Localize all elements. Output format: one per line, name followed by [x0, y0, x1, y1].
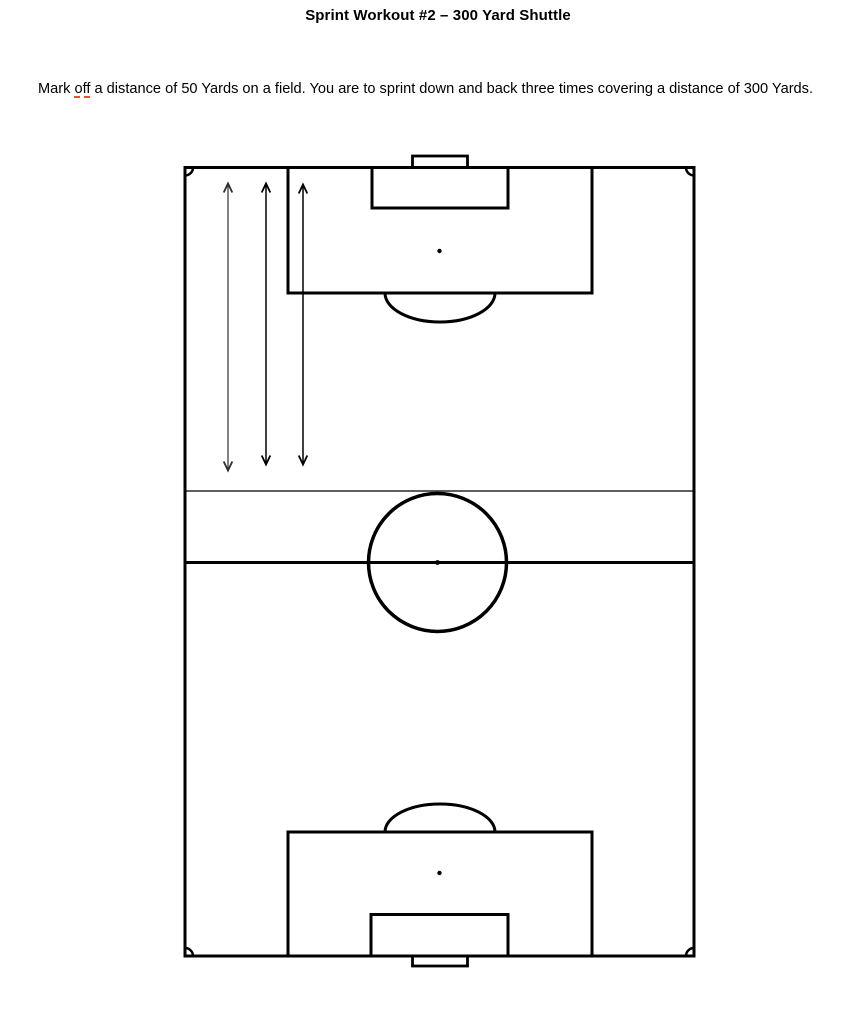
sprint-arrow-1 [224, 184, 233, 471]
penalty-spot-bottom [437, 871, 441, 875]
penalty-area-top [288, 168, 592, 294]
goal-box-top [372, 168, 508, 209]
document-title[interactable]: Sprint Workout #2 – 300 Yard Shuttle [305, 7, 571, 24]
goal-box-bottom [371, 915, 508, 957]
sprint-arrow-2 [262, 184, 271, 465]
instruction-text-before: Mark [38, 81, 75, 97]
goal-top [413, 156, 468, 168]
penalty-arc-bottom [385, 804, 495, 832]
spellcheck-flagged-word: off [74, 81, 91, 97]
penalty-area-bottom [288, 832, 592, 956]
sprint-arrow-3 [299, 185, 308, 465]
penalty-arc-top [385, 293, 495, 322]
center-spot [435, 560, 440, 565]
instruction-text-after: a distance of 50 Yards on a field. You are to sprint down and back three times covering a distance of 300 Yards. [90, 81, 814, 97]
penalty-spot-top [437, 249, 441, 253]
